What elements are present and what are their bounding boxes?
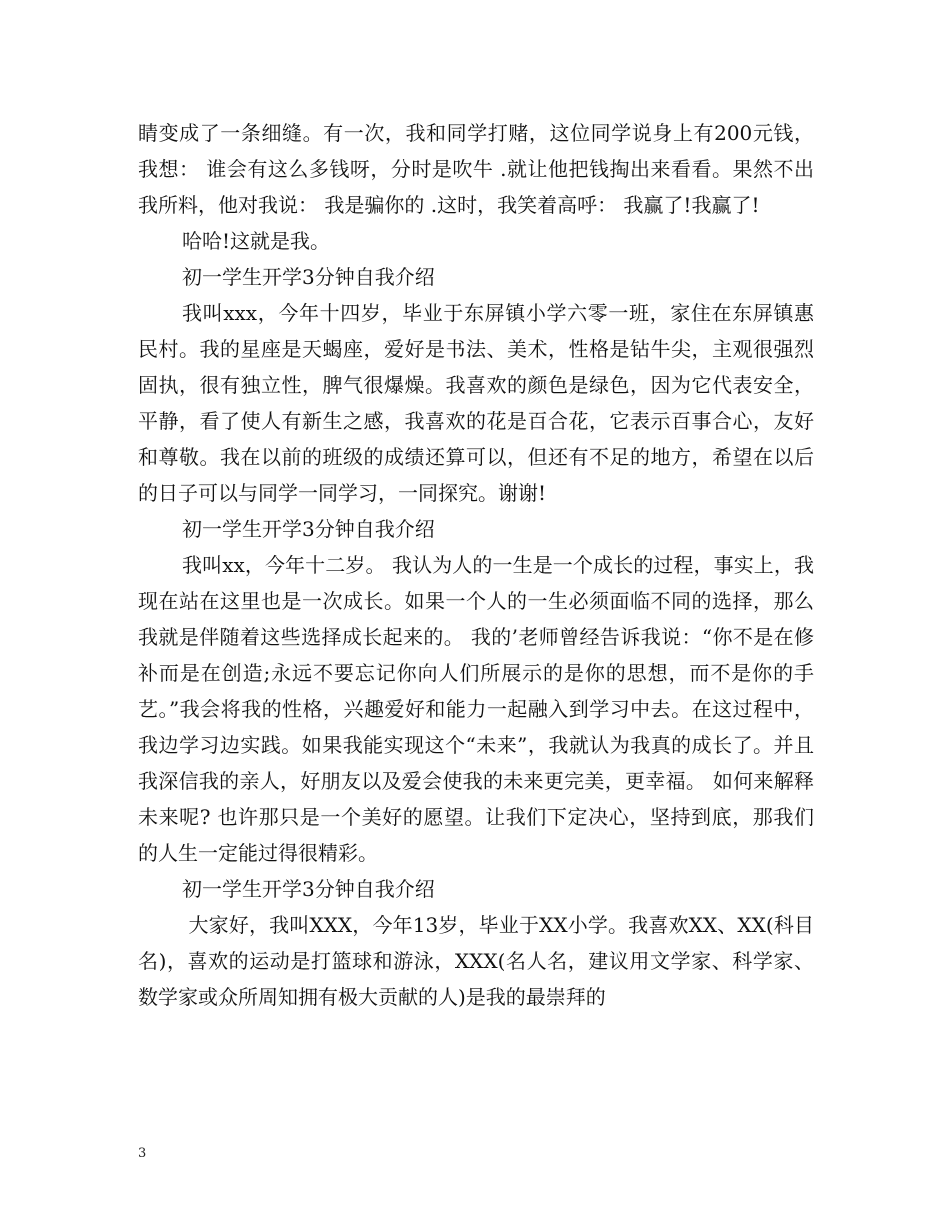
paragraph-haha: 哈哈!这就是我。 <box>182 229 331 253</box>
paragraph-intro: 大家好，我叫XXX，今年13岁，毕业于XX小学。我喜欢XX、XX(科目名)，喜欢的运动是打篮球和游泳，XXX(名人名，建议用文学家、科学家、数学家或众所周知拥有极大贡献的人)是我的最崇拜的 <box>138 913 814 1009</box>
document-body <box>138 115 814 1015</box>
section-heading: 初一学生开学3分钟自我介绍 <box>182 265 435 289</box>
section-heading: 初一学生开学3分钟自我介绍 <box>182 517 435 541</box>
section-heading: 初一学生开学3分钟自我介绍 <box>182 877 435 901</box>
page-number: 3 <box>138 1146 147 1161</box>
paragraph-intro: 我叫xx，今年十二岁。 我认为人的一生是一个成长的过程，事实上，我现在站在这里也是一次成长。如果一个人的一生必须面临不同的选择，那么我就是伴随着这些选择成长起来的。 我的’老师曾经告诉我说：“你不是在修补而是在创造;永远不要忘记你向人们所展示的是你的思想，而不是你的手艺。”我会将我的性格，兴趣爱好和能力一起融入到学习中去。在这过程中，我边学习边实践。如果我能实现这个“未来”，我就认为我真的成长了。并且我深信我的亲人，好朋友以及爱会使我的未来更完美，更幸福。 如何来解释未来呢? 也许那只是一个美好的愿望。让我们下定决心，坚持到底，那我们的人生一定能过得很精彩。 <box>138 553 814 865</box>
paragraph-intro: 我叫xxx，今年十四岁，毕业于东屏镇小学六零一班，家住在东屏镇惠民村。我的星座是天蝎座，爱好是书法、美术，性格是钻牛尖，主观很强烈固执，很有独立性，脾气很爆燥。我喜欢的颜色是绿色，因为它代表安全，平静，看了使人有新生之感，我喜欢的花是百合花，它表示百事合心，友好和尊敬。我在以前的班级的成绩还算可以，但还有不足的地方，希望在以后的日子可以与同学一同学习，一同探究。谢谢! <box>138 301 814 505</box>
paragraph-continuation: 睛变成了一条细缝。有一次，我和同学打赌，这位同学说身上有200元钱，我想： 谁会有这么多钱呀，分时是吹牛 .就让他把钱掏出来看看。果然不出我所料，他对我说： 我是骗你的 .这时，我笑着高呼： 我赢了!我赢了! <box>138 121 814 217</box>
